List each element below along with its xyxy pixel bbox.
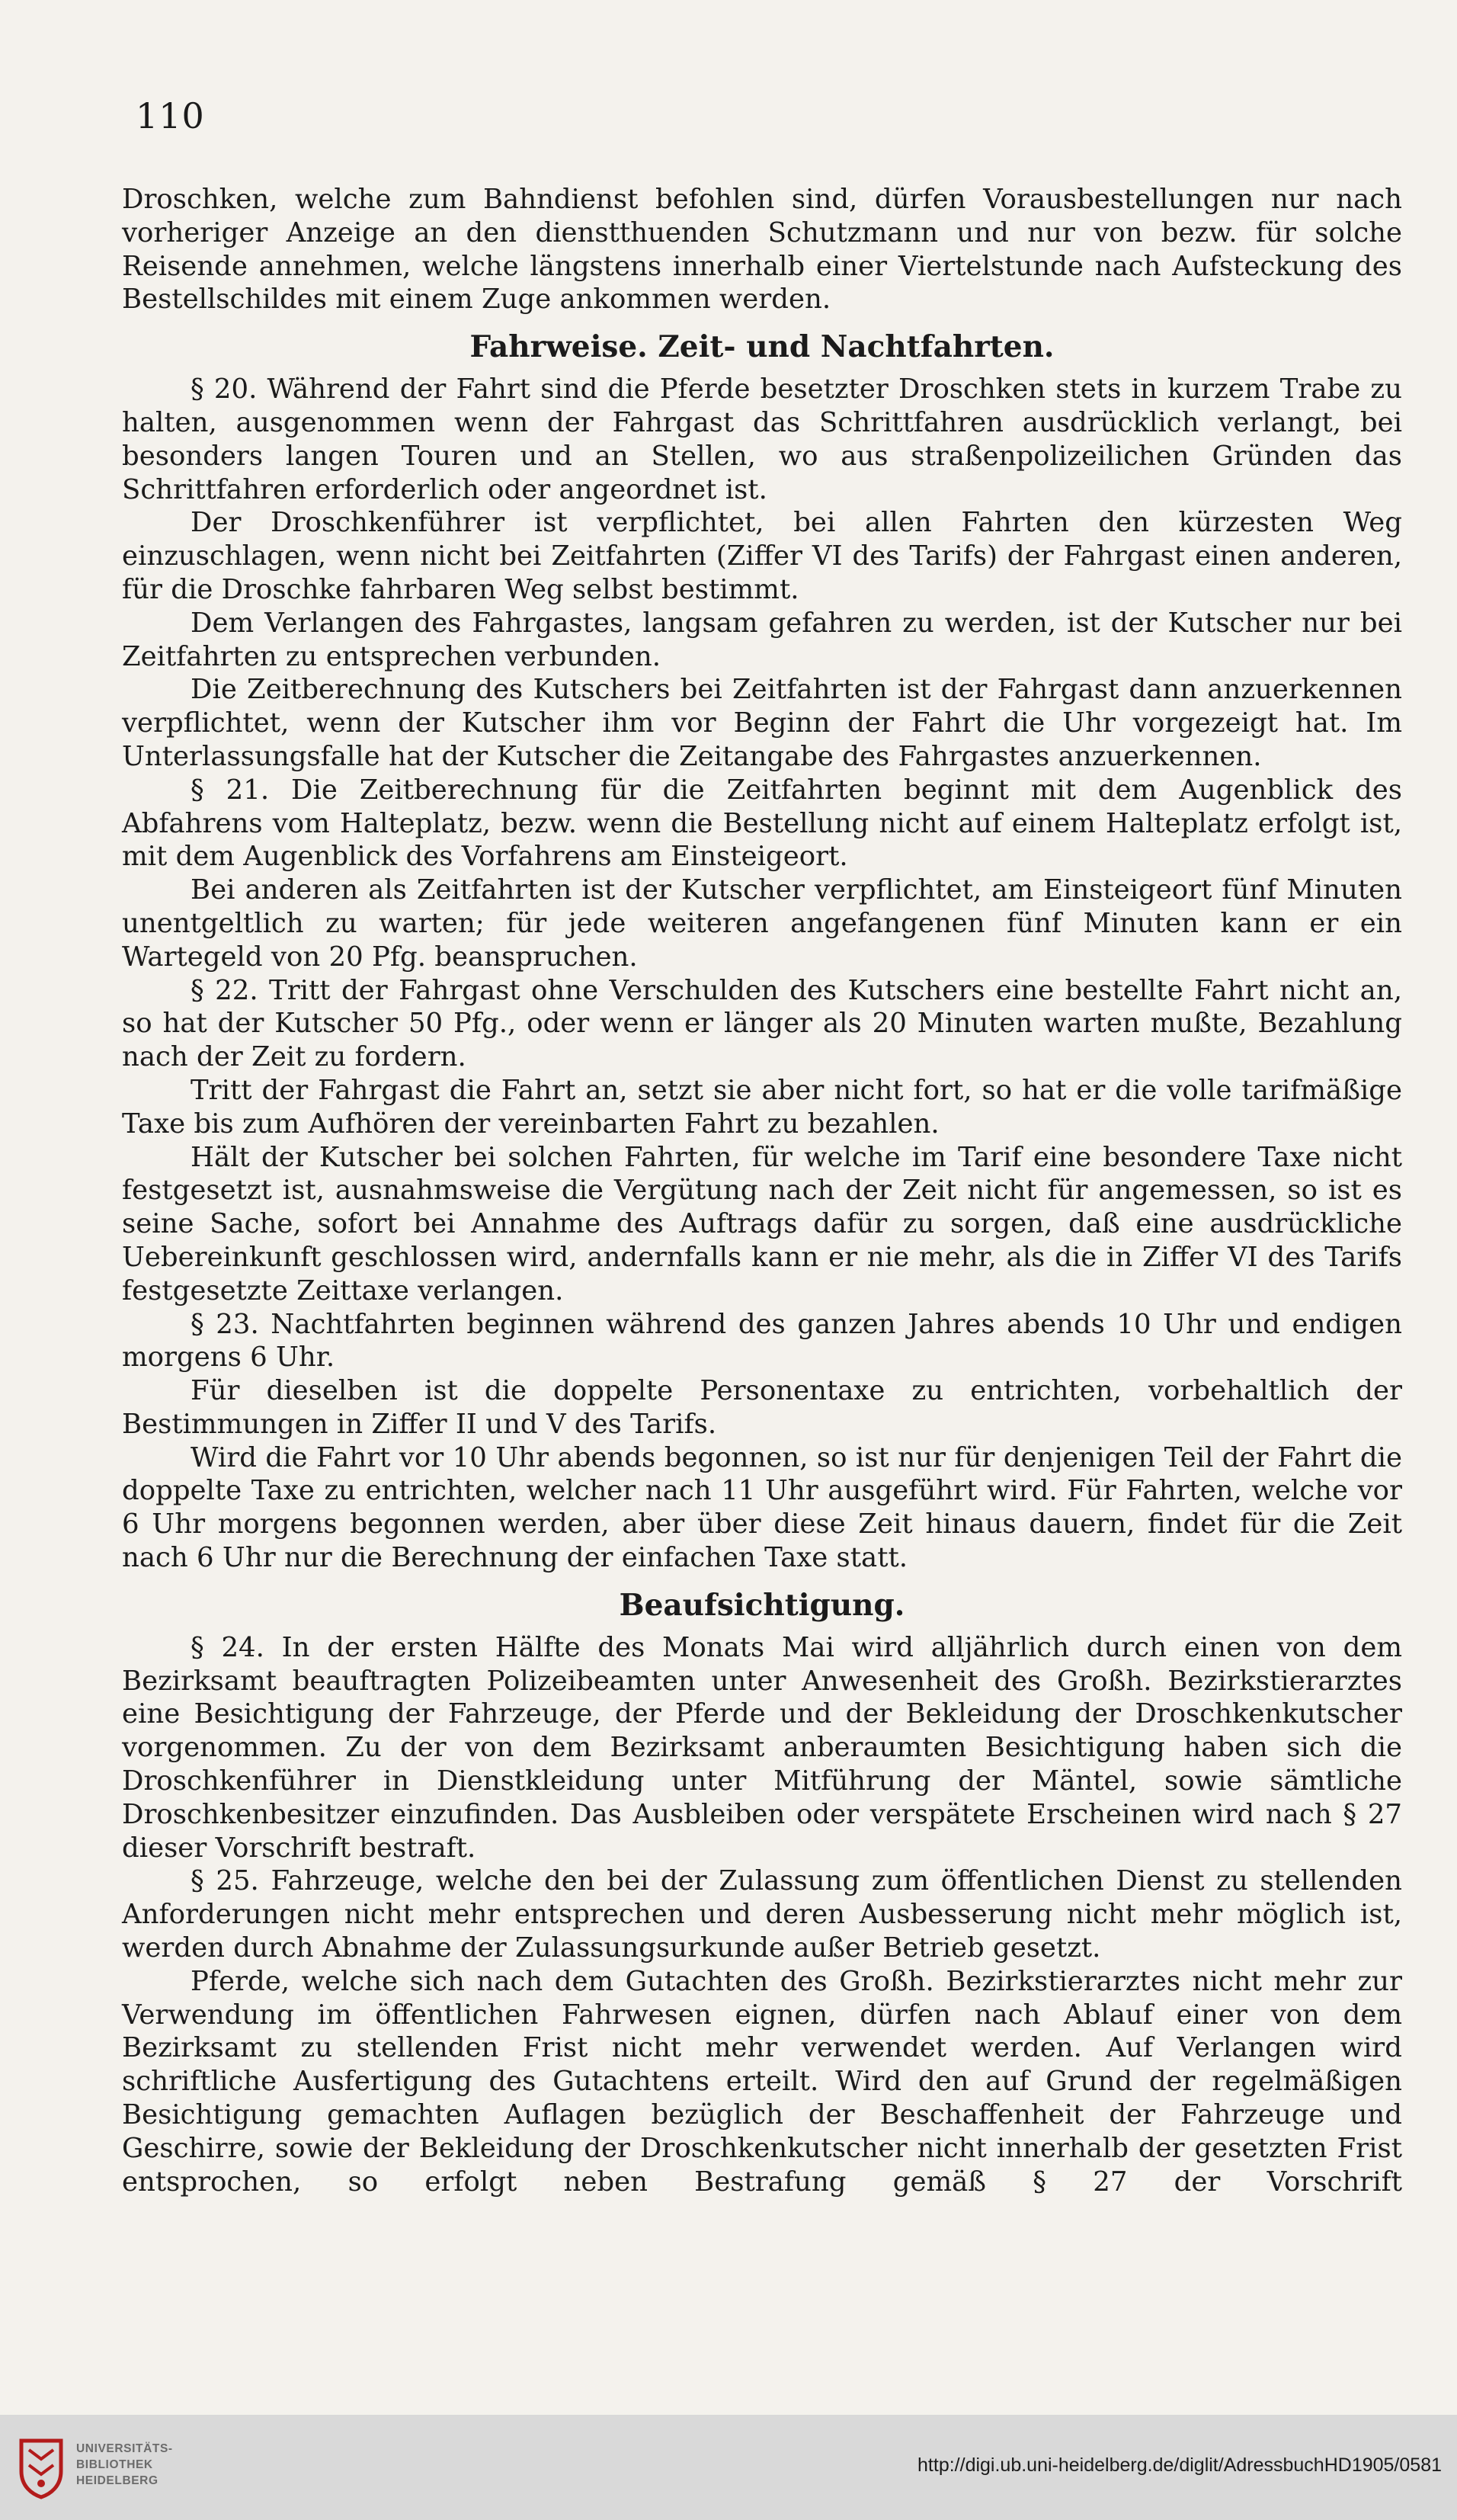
section-heading-fahrweise: Fahrweise. Zeit- und Nachtfahrten. xyxy=(469,329,1055,365)
paragraph: Dem Verlangen des Fahrgastes, langsam gefahren zu werden, ist der Kutscher nur bei Zeitfahrten zu entsprechen verbunden. xyxy=(122,607,1402,672)
paragraph: Der Droschkenführer ist verpflichtet, bei allen Fahrten den kürzesten Weg einzuschlagen, wenn nicht bei Zeitfahrten (Ziffer VI des Tarifs) der Fahrgast einen anderen, für die Droschke fahrbaren Weg selbst bestimmt. xyxy=(122,507,1402,605)
source-url-link[interactable]: http://digi.ub.uni-heidelberg.de/diglit/AdressbuchHD1905/0581 xyxy=(917,2454,1442,2476)
paragraph: Bei anderen als Zeitfahrten ist der Kutscher verpflichtet, am Einsteigeort fünf Minuten unentgeltlich zu warten; für jede weiteren angefangenen fünf Minuten kann er ein Wartegeld von 20 Pfg. beanspruchen. xyxy=(122,874,1402,973)
paragraph: Hält der Kutscher bei solchen Fahrten, für welche im Tarif eine besondere Taxe nicht festgesetzt ist, ausnahmsweise die Vergütung nach der Zeit nicht für angemessen, so ist es seine Sache, sofort bei Annahme des Auftrags dafür zu sorgen, daß eine ausdrückliche Uebereinkunft geschlossen wird, andernfalls kann er nie mehr, als die in Ziffer VI des Tarifs festgesetzte Zeittaxe verlangen. xyxy=(122,1141,1402,1306)
paragraph: § 24. In der ersten Hälfte des Monats Mai wird alljährlich durch einen von dem Bezirksamt beauftragten Polizeibeamten unter Anwesenheit des Großh. Bezirkstierarztes eine Besichtigung der Fahrzeuge, der Pferde und der Bekleidung der Droschkenkutscher vorgenommen. Zu der von dem Bezirksamt anberaumten Besichtigung haben sich die Droschkenführer in Dienstkleidung unter Mitführung der Mäntel, sowie sämtliche Droschkenbesitzer einzufinden. Das Ausbleiben oder verspätete Erscheinen wird nach § 27 dieser Vorschrift bestraft. xyxy=(122,1631,1402,1864)
page-body xyxy=(122,183,1402,2198)
university-seal-icon xyxy=(17,2436,66,2500)
paragraph: Tritt der Fahrgast die Fahrt an, setzt sie aber nicht fort, so hat er die volle tarifmäßige Taxe bis zum Aufhören der vereinbarten Fahrt zu bezahlen. xyxy=(122,1074,1402,1140)
library-logo-text xyxy=(76,2441,173,2489)
logo-line: BIBLIOTHEK xyxy=(76,2458,153,2471)
paragraph: § 20. Während der Fahrt sind die Pferde besetzter Droschken stets in kurzem Trabe zu halten, ausgenommen wenn der Fahrgast das Schrittfahren ausdrücklich verlangt, bei besonders langen Touren und an Stellen, wo aus straßenpolizeilichen Gründen das Schrittfahren erforderlich oder angeordnet ist. xyxy=(122,374,1402,505)
paragraph: Droschken, welche zum Bahndienst befohlen sind, dürfen Vorausbestellungen nur nach vorheriger Anzeige an den dienstthuenden Schutzmann und nur von bezw. für solche Reisende annehmen, welche längstens innerhalb einer Viertelstunde nach Aufsteckung des Bestellschildes mit einem Zuge ankommen werden. xyxy=(122,184,1402,316)
logo-line: UNIVERSITÄTS- xyxy=(76,2442,173,2455)
paragraph: § 25. Fahrzeuge, welche den bei der Zulassung zum öffentlichen Dienst zu stellenden Anforderungen nicht mehr entsprechen und deren Ausbesserung nicht mehr möglich ist, werden durch Abnahme der Zulassungsurkunde außer Betrieb gesetzt. xyxy=(122,1865,1402,1964)
footer-bar xyxy=(0,2415,1457,2520)
section-heading-beaufsichtigung: Beaufsichtigung. xyxy=(619,1587,905,1623)
paragraph: § 23. Nachtfahrten beginnen während des ganzen Jahres abends 10 Uhr und endigen morgens 6 Uhr. xyxy=(122,1308,1402,1374)
paragraph: § 21. Die Zeitberechnung für die Zeitfahrten beginnt mit dem Augenblick des Abfahrens vom Halteplatz, bezw. wenn die Bestellung nicht auf einem Halteplatz erfolgt ist, mit dem Augenblick des Vorfahrens am Einsteigeort. xyxy=(122,774,1402,873)
paragraph: Die Zeitberechnung des Kutschers bei Zeitfahrten ist der Fahrgast dann anzuerkennen verpflichtet, wenn der Kutscher ihm vor Beginn der Fahrt die Uhr vorgezeigt hat. Im Unterlassungsfalle hat der Kutscher die Zeitangabe des Fahrgastes anzuerkennen. xyxy=(122,674,1402,772)
paragraph: Pferde, welche sich nach dem Gutachten des Großh. Bezirkstierarztes nicht mehr zur Verwendung im öffentlichen Fahrwesen eignen, dürfen nach Ablauf einer von dem Bezirksamt zu stellenden Frist nicht mehr verwendet werden. Auf Verlangen wird schriftliche Ausfertigung des Gutachtens erteilt. Wird den auf Grund der regelmäßigen Besichtigung gemachten Auflagen bezüglich der Beschaffenheit der Fahrzeuge und Geschirre, sowie der Bekleidung der Droschkenkutscher nicht innerhalb der gesetzten Frist entsprochen, so erfolgt neben Bestrafung gemäß § 27 der Vorschrift xyxy=(122,1965,1402,2198)
paragraph: Wird die Fahrt vor 10 Uhr abends begonnen, so ist nur für denjenigen Teil der Fahrt die doppelte Taxe zu entrichten, welcher nach 11 Uhr ausgeführt wird. Für Fahrten, welche vor 6 Uhr morgens begonnen werden, aber über diese Zeit hinaus dauern, findet für die Zeit nach 6 Uhr nur die Berechnung der einfachen Taxe statt. xyxy=(122,1441,1402,1574)
logo-line: HEIDELBERG xyxy=(76,2474,159,2487)
paragraph: § 22. Tritt der Fahrgast ohne Verschulden des Kutschers eine bestellte Fahrt nicht an, so hat der Kutscher 50 Pfg., oder wenn er länger als 20 Minuten warten mußte, Bezahlung nach der Zeit zu fordern. xyxy=(122,974,1402,1073)
paragraph: Für dieselben ist die doppelte Personentaxe zu entrichten, vorbehaltlich der Bestimmungen in Ziffer II und V des Tarifs. xyxy=(122,1375,1402,1440)
page-number: 110 xyxy=(136,95,205,136)
